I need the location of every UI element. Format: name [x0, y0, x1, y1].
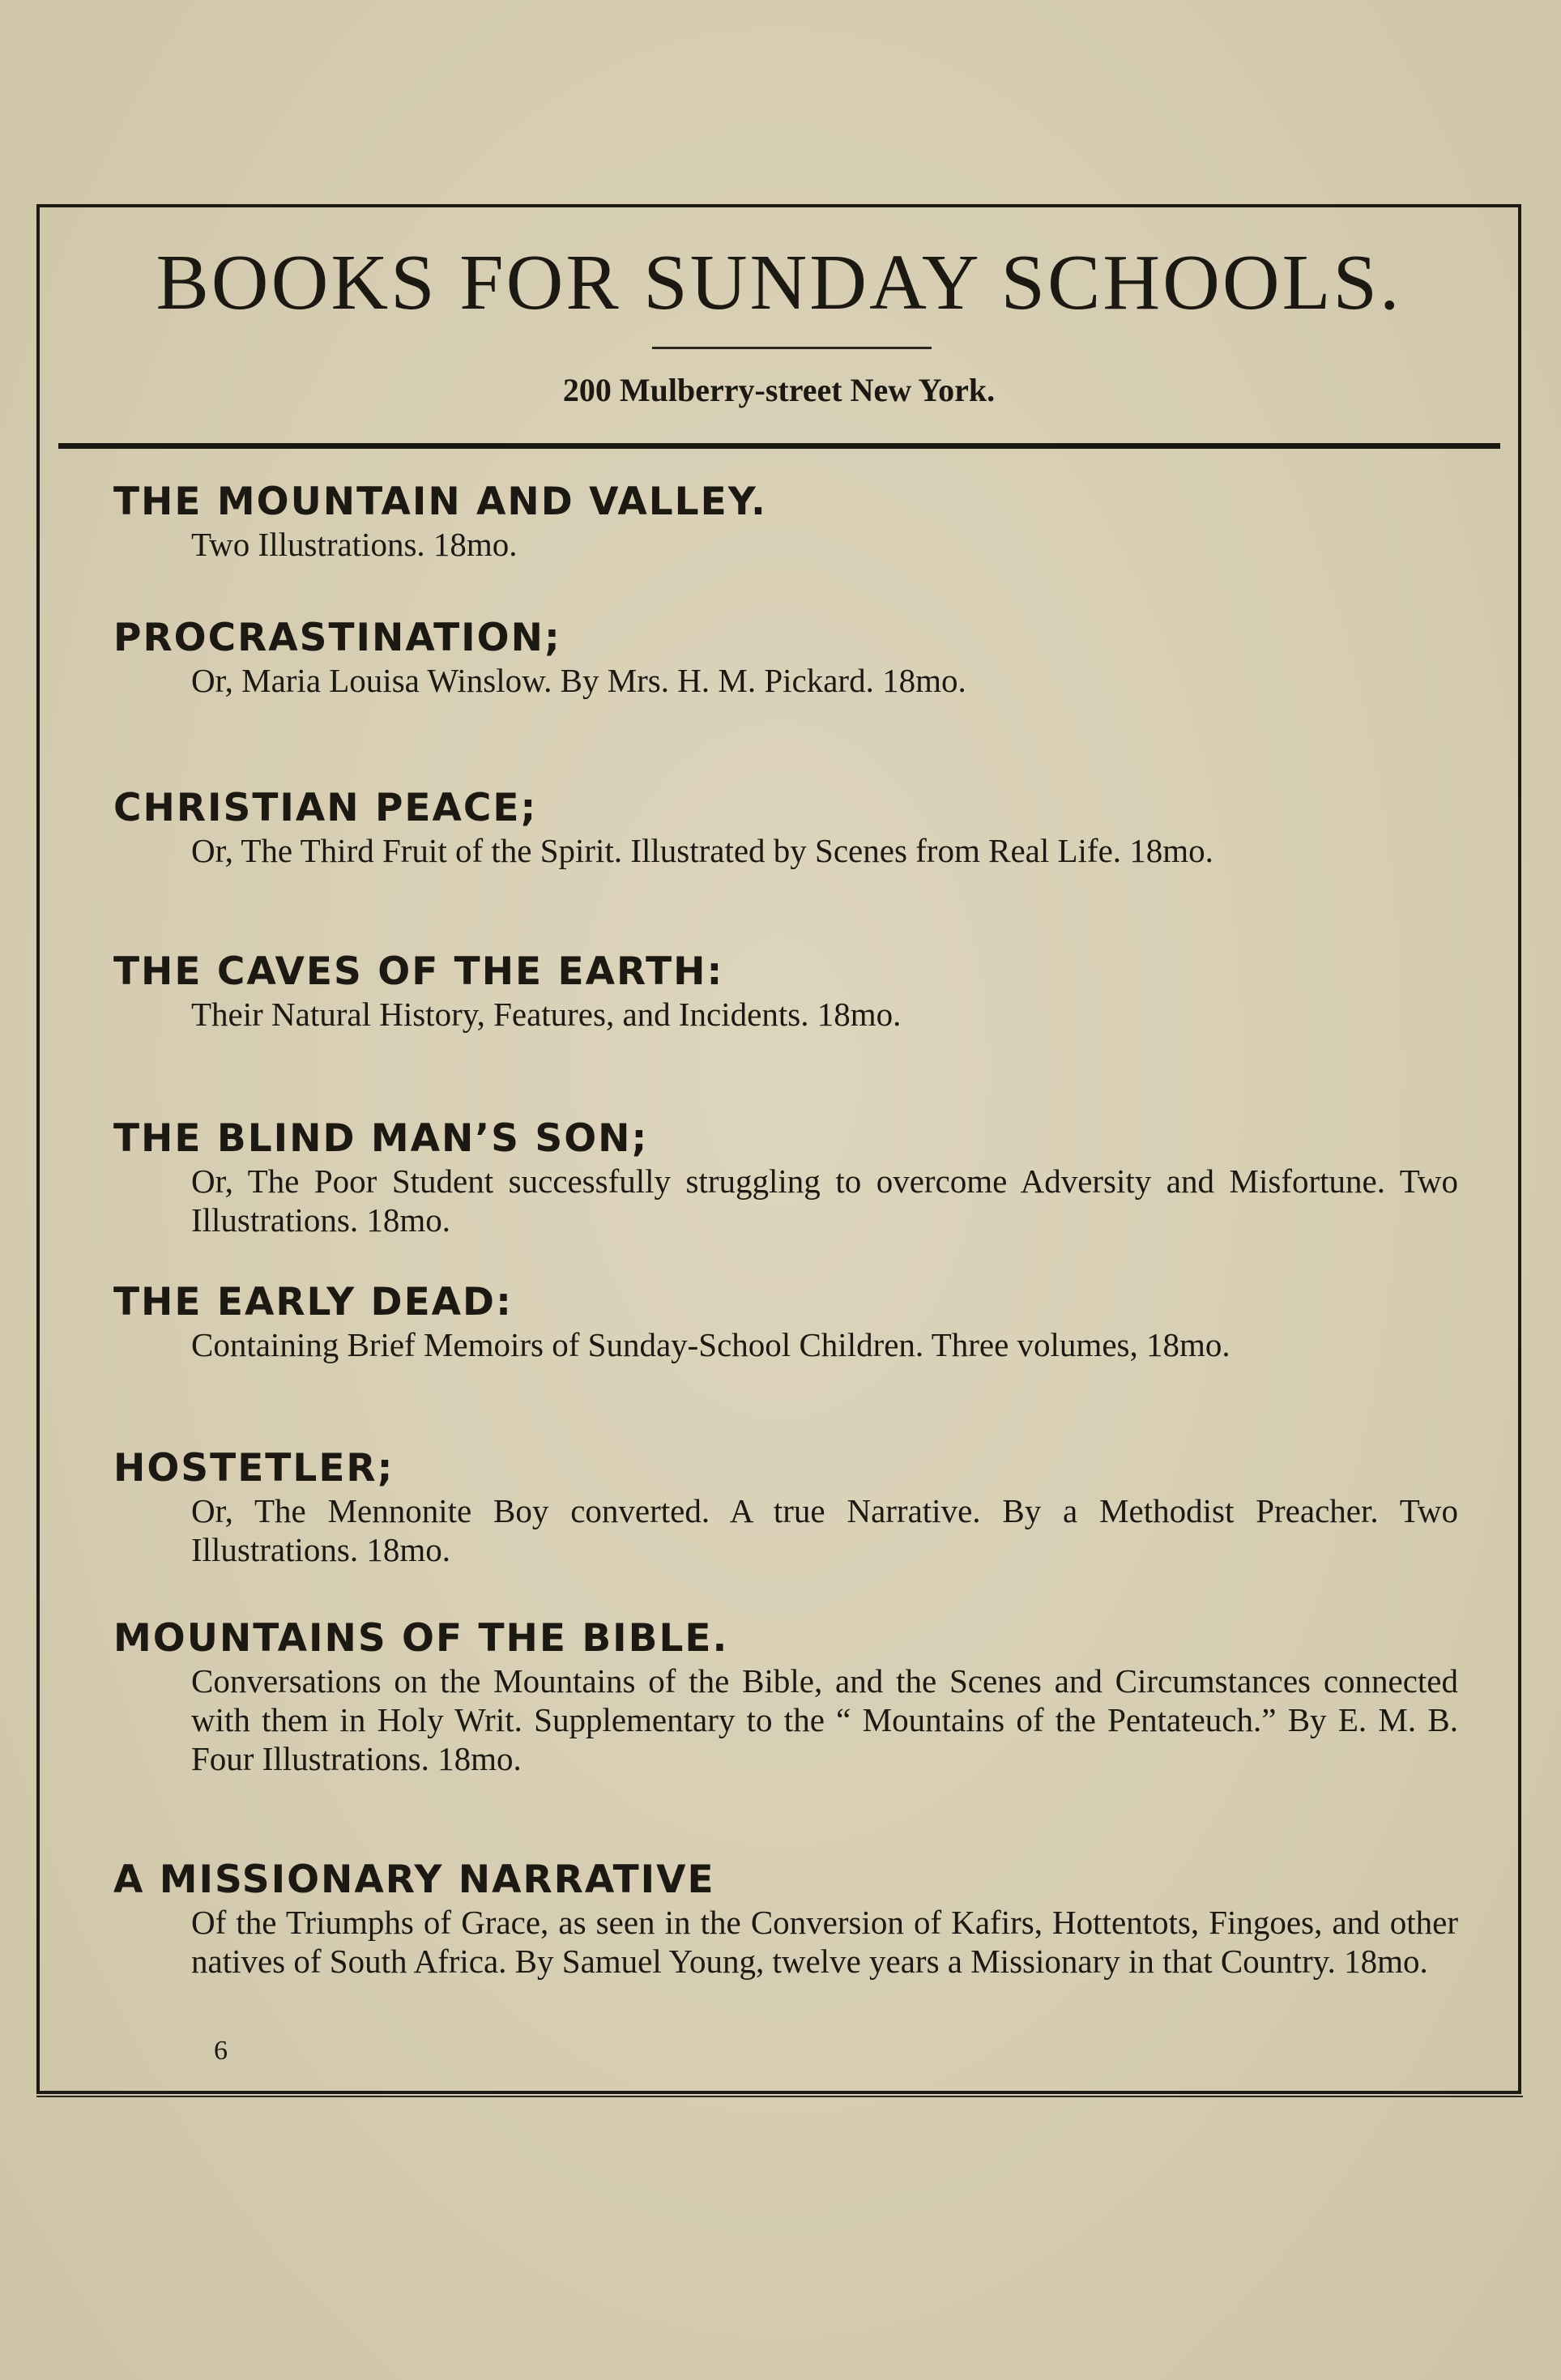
catalog-entry-mountain-and-valley — [113, 480, 1458, 564]
entry-description: Or, The Mennonite Boy converted. A true Narrative. By a Methodist Preacher. Two Illustrations. 18mo. — [191, 1492, 1458, 1568]
entry-description: Or, The Third Fruit of the Spirit. Illustrated by Scenes from Real Life. 18mo. — [191, 832, 1213, 869]
entry-title: THE MOUNTAIN AND VALLEY. — [113, 480, 767, 524]
catalog-entry-procrastination — [113, 616, 1458, 700]
entry-title: THE CAVES OF THE EARTH: — [113, 949, 724, 994]
entry-description: Their Natural History, Features, and Incidents. 18mo. — [191, 996, 902, 1033]
entry-title: MOUNTAINS OF THE BIBLE. — [113, 1616, 729, 1661]
entry-title: THE BLIND MAN’S SON; — [113, 1116, 649, 1161]
entry-description: Containing Brief Memoirs of Sunday-School Children. Three volumes, 18mo. — [191, 1326, 1230, 1363]
catalog-entry-blind-mans-son — [113, 1116, 1458, 1239]
entry-description: Conversations on the Mountains of the Bible, and the Scenes and Circumstances connected with them in Holy Writ. Supplementary to the “ Mountains of the Pentateuch.” By E. M. B. Four Illustrations. 18mo. — [191, 1662, 1458, 1777]
entry-title: THE EARLY DEAD: — [113, 1280, 513, 1324]
entry-title: A MISSIONARY NARRATIVE — [113, 1858, 715, 1902]
catalog-entry-missionary-narrative — [113, 1858, 1458, 1981]
frame-bottom-rule — [36, 2096, 1523, 2097]
catalog-entry-caves-of-the-earth — [113, 949, 1458, 1034]
header-divider-rule — [58, 443, 1500, 449]
catalog-entry-mountains-of-the-bible — [113, 1616, 1458, 1778]
page-number: 6 — [214, 2036, 228, 2066]
catalog-entry-early-dead — [113, 1280, 1458, 1364]
publisher-address: 200 Mulberry-street New York. — [562, 372, 996, 408]
entry-description: Two Illustrations. 18mo. — [191, 526, 518, 563]
catalog-entry-hostetler — [113, 1446, 1458, 1569]
entry-description: Or, Maria Louisa Winslow. By Mrs. H. M. Pickard. 18mo. — [191, 662, 966, 699]
catalog-entry-christian-peace — [113, 786, 1458, 870]
page-title: BOOKS FOR SUNDAY SCHOOLS. — [156, 239, 1402, 326]
entry-title: CHRISTIAN PEACE; — [113, 786, 538, 830]
entry-description: Or, The Poor Student successfully struggling to overcome Adversity and Misfortune. Two Illustrations. 18mo. — [191, 1162, 1458, 1239]
entry-title: HOSTETLER; — [113, 1446, 395, 1491]
entry-title: PROCRASTINATION; — [113, 616, 561, 660]
title-underline-rule — [652, 347, 932, 349]
entry-description: Of the Triumphs of Grace, as seen in the Conversion of Kafirs, Hottentots, Fingoes, and other natives of South Africa. By Samuel Young, twelve years a Missionary in that Country. 18mo. — [191, 1904, 1458, 1980]
